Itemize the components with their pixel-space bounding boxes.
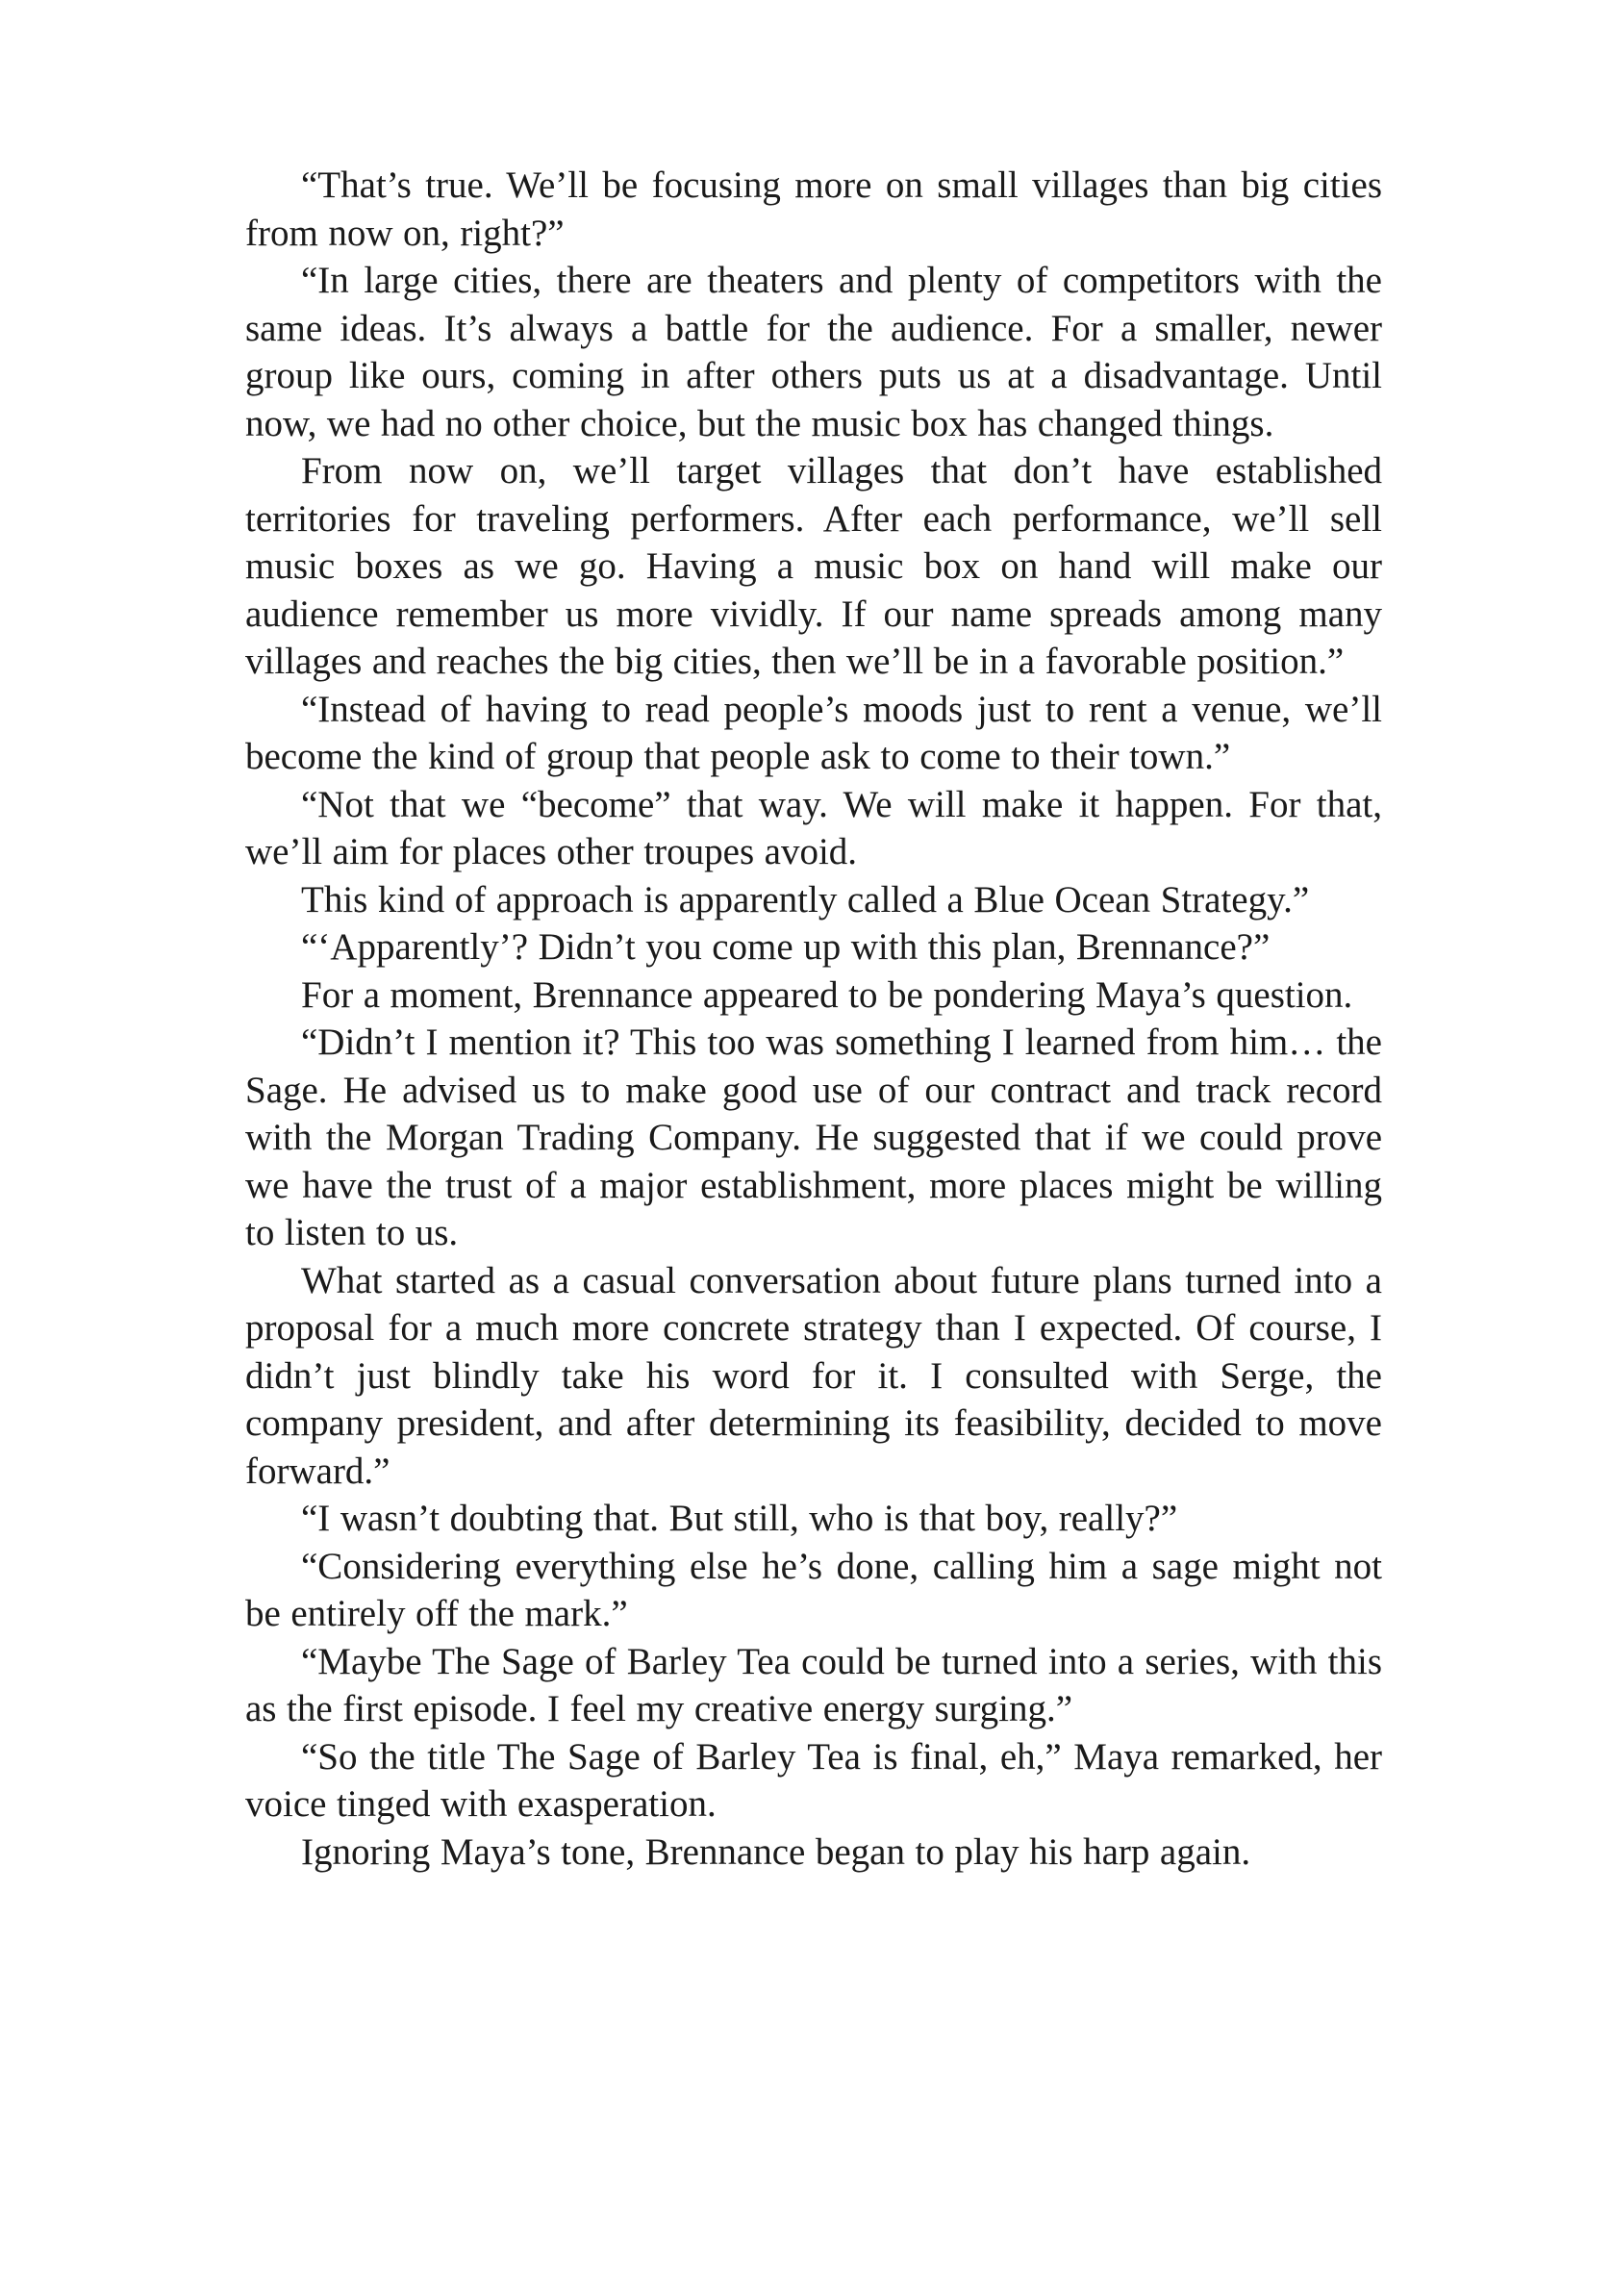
paragraph: For a moment, Brennance appeared to be pondering Maya’s question. bbox=[301, 973, 1353, 1016]
paragraph: What started as a casual conversation about future plans turned into a proposal for a much more concrete strategy than I expected. Of course, I didn’t just blindly take his word for it. I consulted with Serge, the company president, and after determining its feasibility, decided to move forward.” bbox=[245, 1259, 1382, 1492]
page-text-block bbox=[245, 162, 1382, 1876]
paragraph: “Didn’t I mention it? This too was something I learned from him… the Sage. He advised us to make good use of our contract and track record with the Morgan Trading Company. He suggested that if we could prove we have the trust of a major establishment, more places might be willing to listen to us. bbox=[245, 1022, 1382, 1253]
paragraph: This kind of approach is apparently called a Blue Ocean Strategy.” bbox=[301, 878, 1310, 921]
paragraph: From now on, we’ll target villages that don’t have established territories for traveling performers. After each performance, we’ll sell music boxes as we go. Having a music box on hand will make our audience remember us more vividly. If our name spreads among many villages and reaches the big cities, then we’ll be in a favorable position.” bbox=[245, 450, 1382, 682]
paragraph: Ignoring Maya’s tone, Brennance began to play his harp again. bbox=[301, 1830, 1251, 1873]
paragraph: “Considering everything else he’s done, calling him a sage might not be entirely off the mark.” bbox=[245, 1545, 1382, 1634]
paragraph: “In large cities, there are theaters and plenty of competitors with the same ideas. It’s always a battle for the audience. For a smaller, newer group like ours, coming in after others puts us at a disadvantage. Until now, we had no other choice, but the music box has changed things. bbox=[245, 260, 1382, 444]
paragraph: “I wasn’t doubting that. But still, who is that boy, really?” bbox=[301, 1498, 1178, 1539]
paragraph: “So the title The Sage of Barley Tea is final, eh,” Maya remarked, her voice tinged with exasperation. bbox=[245, 1735, 1382, 1825]
paragraph: “‘Apparently’? Didn’t you come up with this plan, Brennance?” bbox=[301, 926, 1271, 968]
paragraph: “Instead of having to read people’s moods just to rent a venue, we’ll become the kind of group that people ask to come to their town.” bbox=[245, 688, 1382, 777]
paragraph: “Not that we “become” that way. We will make it happen. For that, we’ll aim for places other troupes avoid. bbox=[245, 783, 1382, 872]
paragraph: “Maybe The Sage of Barley Tea could be turned into a series, with this as the first episode. I feel my creative energy surging.” bbox=[245, 1640, 1382, 1729]
paragraph: “That’s true. We’ll be focusing more on small villages than big cities from now on, right?” bbox=[245, 164, 1382, 254]
